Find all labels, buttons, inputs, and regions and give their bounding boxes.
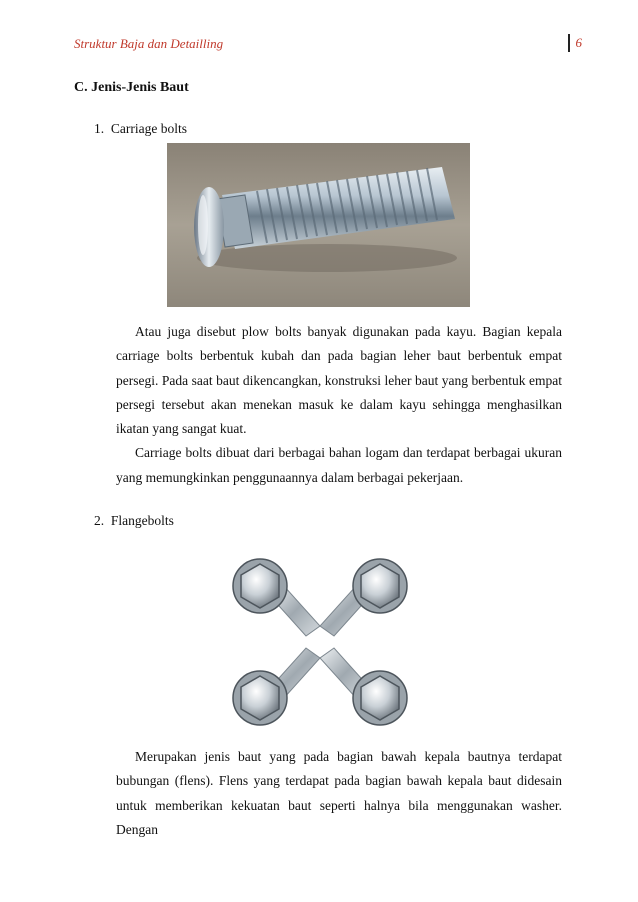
page-number: 6 (568, 34, 583, 52)
section-heading: C. Jenis-Jenis Baut (74, 80, 189, 95)
item-number: 1. (94, 121, 105, 136)
flange-bolts-description (116, 745, 562, 842)
paragraph: Merupakan jenis baut yang pada bagian bawah kepala bautnya terdapat bubungan (flens). Flens yang terdapat pada bagian bawah kepala baut didesain untuk memberikan kekuatan baut seperti halnya bila menggunakan washer. Dengan (116, 749, 562, 837)
carriage-bolts-description (116, 320, 562, 490)
page-header (74, 36, 582, 56)
flange-bolts-photo (230, 556, 410, 728)
document-title: Struktur Baja dan Detailling (74, 36, 224, 51)
item-title: Flangebolts (110, 513, 174, 528)
list-item-carriage-bolts (94, 121, 187, 137)
item-title: Carriage bolts (110, 121, 187, 136)
paragraph: Carriage bolts dibuat dari berbagai bahan logam dan terdapat berbagai ukuran yang memungkinkan penggunaannya dalam berbagai pekerjaan. (116, 445, 562, 485)
paragraph: Atau juga disebut plow bolts banyak digunakan pada kayu. Bagian kepala carriage bolts berbentuk kubah dan pada bagian leher baut berbentuk empat persegi. Pada saat baut dikencangkan, konstruksi leher baut yang berbentuk empat persegi tersebut akan menekan masuk ke dalam kayu sehingga menghasilkan ikatan yang sangat kuat. (116, 324, 562, 437)
item-number: 2. (94, 513, 105, 528)
list-item-flange-bolts (94, 513, 174, 529)
carriage-bolt-photo (167, 143, 470, 307)
